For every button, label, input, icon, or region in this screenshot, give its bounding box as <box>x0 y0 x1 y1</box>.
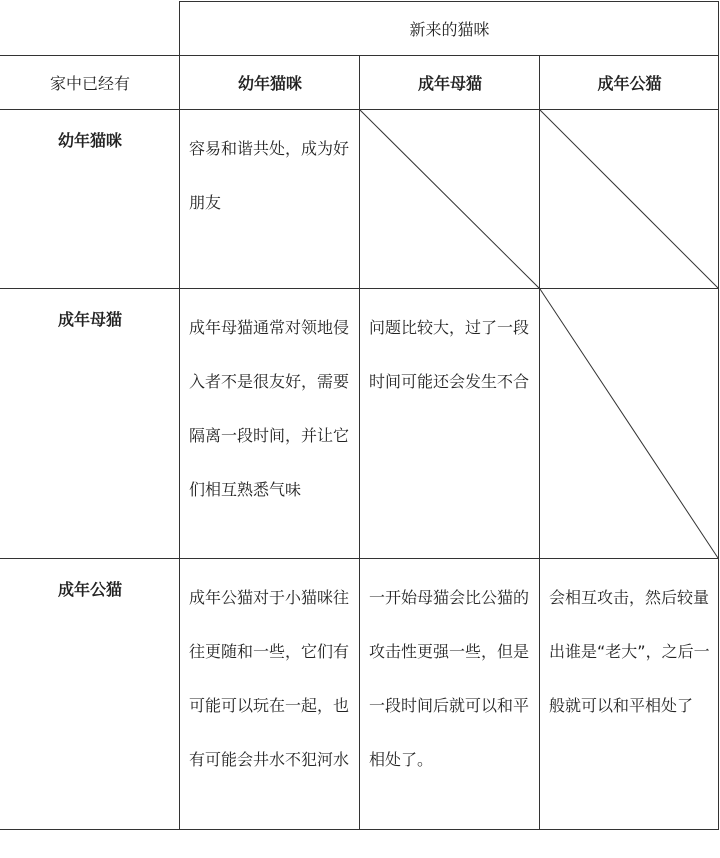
row-label: 成年公猫 <box>57 580 122 599</box>
group-header: 新来的猫咪 <box>409 20 490 39</box>
table-cell: 问题比较大，过了一段时间可能还会发生不合 <box>369 318 530 391</box>
empty-cell-diagonal <box>360 110 539 288</box>
corner-cell <box>0 1 180 55</box>
table-cell: 会相互攻击，然后较量出谁是“老大”，之后一般就可以和平相处了 <box>549 588 710 715</box>
empty-cell-diagonal <box>540 289 718 558</box>
column-header: 幼年猫咪 <box>237 74 302 93</box>
column-header: 成年母猫 <box>417 74 482 93</box>
table-cell: 成年母猫通常对领地侵入者不是很友好，需要隔离一段时间，并让它们相互熟悉气味 <box>189 318 350 499</box>
table-cell: 容易和谐共处，成为好朋友 <box>189 139 350 212</box>
row-label: 成年母猫 <box>57 310 122 329</box>
row-header-title: 家中已经有 <box>49 74 130 93</box>
empty-cell-diagonal <box>540 110 718 288</box>
column-header: 成年公猫 <box>597 74 662 93</box>
row-label: 幼年猫咪 <box>57 131 122 150</box>
table-cell: 一开始母猫会比公猫的攻击性更强一些，但是一段时间后就可以和平相处了。 <box>369 588 530 769</box>
table-cell: 成年公猫对于小猫咪往往更随和一些，它们有可能可以玩在一起，也有可能会井水不犯河水 <box>189 588 350 769</box>
